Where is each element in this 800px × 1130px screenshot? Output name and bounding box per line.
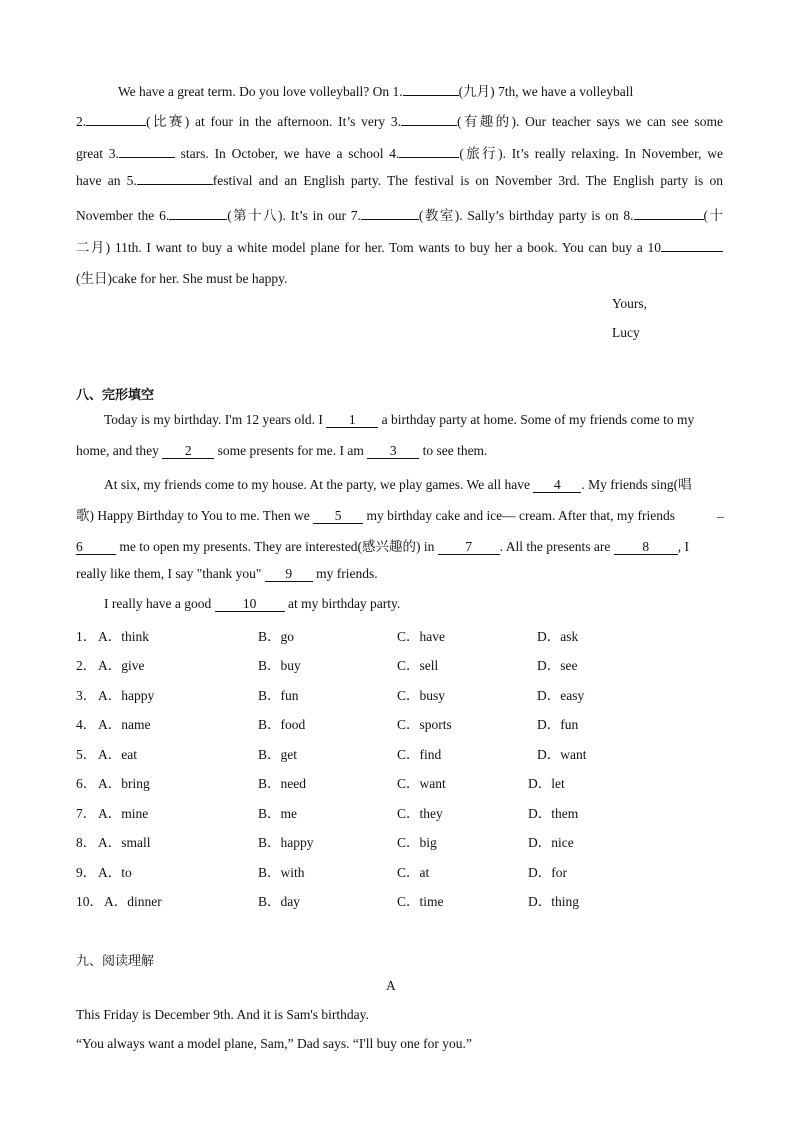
- option-a[interactable]: A．happy: [98, 688, 155, 703]
- option-b[interactable]: B．buy: [258, 658, 301, 673]
- option-d[interactable]: D．them: [528, 806, 579, 821]
- option-c[interactable]: C．find: [397, 747, 442, 762]
- option-b[interactable]: B．me: [258, 806, 297, 821]
- cloze-line7: I really have a good 10 at my birthday party.: [104, 596, 401, 611]
- cloze-blank-1[interactable]: 1: [326, 413, 378, 428]
- cloze-line6: really like them, I say "thank you" 9 my friends.: [76, 566, 378, 581]
- option-d[interactable]: D．want: [537, 747, 587, 762]
- option-a[interactable]: A．think: [98, 629, 150, 644]
- option-c[interactable]: C．time: [397, 894, 444, 909]
- option-c[interactable]: C．at: [397, 865, 430, 880]
- question-number: 8．: [76, 835, 97, 850]
- blank-8[interactable]: [634, 219, 704, 220]
- option-c[interactable]: C．they: [397, 806, 443, 821]
- reading-part-label: A: [386, 978, 396, 993]
- cloze-line5: 6 me to open my presents. They are interested(感兴趣的) in 7 . All the presents are 8 , I: [76, 539, 690, 554]
- question-number: 5．: [76, 747, 97, 762]
- blank-7[interactable]: [361, 219, 419, 220]
- option-b[interactable]: B．get: [258, 747, 297, 762]
- cloze-blank-6[interactable]: 6: [76, 540, 116, 555]
- cloze-line3: At six, my friends come to my house. At the party, we play games. We all have 4 . My friends sing(唱: [104, 477, 692, 492]
- option-b[interactable]: B．food: [258, 717, 306, 732]
- passage1-line5: November the 6. (第十八). It’s in our 7. (教室). Sally’s birthday party is on 8. (十: [76, 208, 723, 223]
- option-c[interactable]: C．sports: [397, 717, 452, 732]
- cloze-blank-5[interactable]: 5: [313, 509, 363, 524]
- option-d[interactable]: D．nice: [528, 835, 574, 850]
- passage1-line2: 2. (比赛) at four in the afternoon. It’s very 3. (有趣的). Our teacher says we can see some: [76, 114, 723, 129]
- option-a[interactable]: A．bring: [98, 776, 150, 791]
- cloze-blank-4[interactable]: 4: [533, 478, 581, 493]
- cloze-blank-3[interactable]: 3: [367, 444, 419, 459]
- option-b[interactable]: B．happy: [258, 835, 314, 850]
- reading-line2: “You always want a model plane, Sam,” Dad says. “I'll buy one for you.”: [76, 1036, 472, 1051]
- option-c[interactable]: C．busy: [397, 688, 446, 703]
- blank-2[interactable]: [86, 125, 146, 126]
- option-d[interactable]: D．thing: [528, 894, 580, 909]
- blank-6[interactable]: [169, 219, 227, 220]
- cloze-blank-7[interactable]: 7: [438, 540, 500, 555]
- cloze-blank-9[interactable]: 9: [265, 567, 313, 582]
- option-d[interactable]: D．let: [528, 776, 565, 791]
- blank-5[interactable]: [137, 184, 213, 185]
- question-number: 7．: [76, 806, 97, 821]
- passage1-line3: great 3. stars. In October, we have a school 4. (旅行). It’s really relaxing. In November, we: [76, 146, 723, 161]
- option-a[interactable]: A．to: [98, 865, 132, 880]
- cloze-line1: Today is my birthday. I'm 12 years old. I 1 a birthday party at home. Some of my friends come to my: [104, 412, 695, 427]
- option-a[interactable]: A．small: [98, 835, 151, 850]
- cloze-blank-2[interactable]: 2: [162, 444, 214, 459]
- question-number: 9．: [76, 865, 97, 880]
- option-b[interactable]: B．need: [258, 776, 306, 791]
- signature-lucy: Lucy: [612, 325, 640, 340]
- option-c[interactable]: C．big: [397, 835, 437, 850]
- blank-10[interactable]: [661, 251, 723, 252]
- passage1-line1: We have a great term. Do you love volleyball? On 1. (九月) 7th, we have a volleyball: [118, 84, 634, 99]
- passage1-line7: (生日)cake for her. She must be happy.: [76, 271, 288, 286]
- question-number: 1．: [76, 629, 97, 644]
- option-a[interactable]: A．name: [98, 717, 151, 732]
- option-c[interactable]: C．have: [397, 629, 445, 644]
- option-d[interactable]: D．see: [537, 658, 578, 673]
- option-d[interactable]: D．for: [528, 865, 567, 880]
- option-a[interactable]: A．mine: [98, 806, 149, 821]
- cloze-line4: 歌) Happy Birthday to You to me. Then we 5 my birthday cake and ice— cream. After that, my friends _: [76, 504, 724, 523]
- option-b[interactable]: B．fun: [258, 688, 299, 703]
- option-c[interactable]: C．want: [397, 776, 446, 791]
- option-d[interactable]: D．fun: [537, 717, 579, 732]
- question-number: 10．: [76, 894, 103, 909]
- passage1-line6: 二月) 11th. I want to buy a white model plane for her. Tom wants to buy her a book. You can buy a 10: [76, 236, 723, 256]
- option-d[interactable]: D．ask: [537, 629, 579, 644]
- blank-4[interactable]: [399, 157, 459, 158]
- passage1-line4: have an 5. festival and an English party. The festival is on November 3rd. The English party is on: [76, 173, 723, 188]
- section9-title: 九、阅读理解: [76, 954, 155, 969]
- blank-1[interactable]: [403, 95, 459, 96]
- question-number: 4．: [76, 717, 97, 732]
- question-number: 3．: [76, 688, 97, 703]
- option-a[interactable]: A．dinner: [104, 894, 162, 909]
- question-number: 2．: [76, 658, 97, 673]
- option-a[interactable]: A．eat: [98, 747, 137, 762]
- option-b[interactable]: B．with: [258, 865, 305, 880]
- blank-3[interactable]: [401, 125, 457, 126]
- option-a[interactable]: A．give: [98, 658, 145, 673]
- cloze-line2: home, and they 2 some presents for me. I am 3 to see them.: [76, 443, 488, 458]
- signature-yours: Yours,: [612, 296, 648, 311]
- cloze-blank-8[interactable]: 8: [614, 540, 678, 555]
- option-b[interactable]: B．day: [258, 894, 300, 909]
- reading-line1: This Friday is December 9th. And it is Sam's birthday.: [76, 1007, 369, 1022]
- blank-3b[interactable]: [119, 157, 175, 158]
- option-b[interactable]: B．go: [258, 629, 295, 644]
- question-number: 6．: [76, 776, 97, 791]
- option-d[interactable]: D．easy: [537, 688, 585, 703]
- cloze-blank-10[interactable]: 10: [215, 597, 285, 612]
- option-c[interactable]: C．sell: [397, 658, 439, 673]
- section8-title: 八、完形填空: [76, 388, 155, 403]
